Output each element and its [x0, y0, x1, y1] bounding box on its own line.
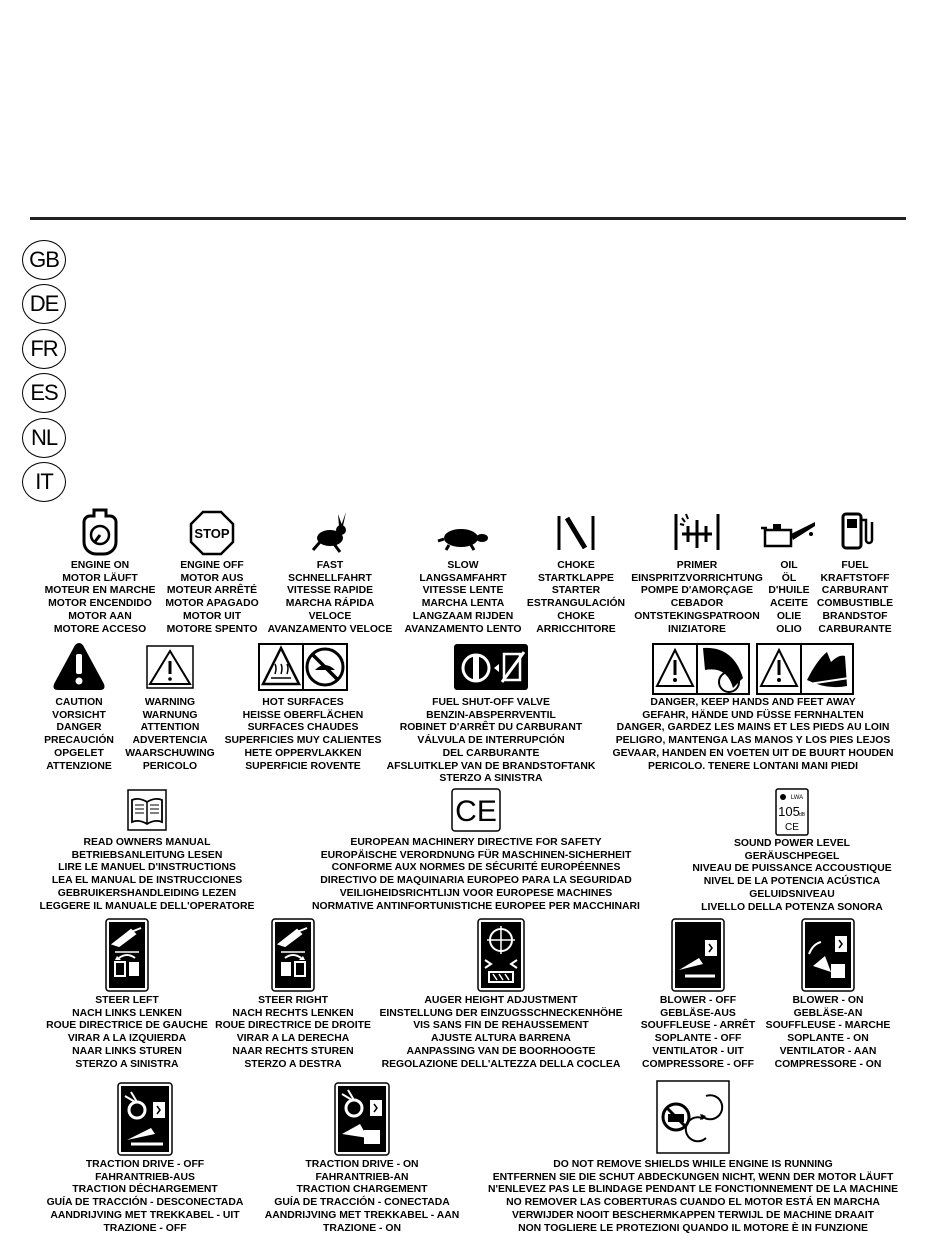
caption: ENGINE OFF MOTOR AUS MOTEUR ARRÊTÉ MOTOR APAGADO MOTOR UIT MOTORE SPENTO [165, 560, 259, 635]
caption: FUEL SHUT-OFF VALVE BENZIN-ABSPERRVENTIL ROBINET D'ARRÊT DU CARBURANT VÁLVULA DE INTERRUPCIÓN DEL CARBURANTE AFSLUITKLEP VAN DE BRANDSTOFTANK STERZO A SINISTRA [386, 697, 596, 785]
svg-text:CE: CE [455, 795, 497, 828]
lang-badge-es: ES [22, 373, 66, 413]
symbol-auger-height [374, 918, 628, 1071]
caption: DANGER, KEEP HANDS AND FEET AWAY GEFAHR, HÄNDE UND FÜSSE FERNHALTEN DANGER, GARDEZ LES MAINS ET LES PIEDS AU LOIN PELIGRO, MANTENGA LAS MANOS Y LOS PIES LEJOS GEVAAR, HANDEN EN VOETEN UIT DE BUURT HOUDEN PERICOLO. TENERE LONTANI MANI PIEDI [612, 697, 894, 772]
symbol-sound-power [686, 788, 898, 914]
auger-height-icon [477, 918, 525, 992]
lang-badge-de: DE [22, 284, 66, 324]
symbol-danger-keep-away [606, 640, 900, 773]
symbol-fast [263, 508, 397, 636]
ce-mark-icon [451, 788, 501, 832]
caption: STEER LEFT NACH LINKS LENKEN ROUE DIRECTRICE DE GAUCHE VIRAR A LA IZQUIERDA NAAR LINKS STUREN STERZO A SINISTRA [46, 995, 208, 1070]
keep-hands-feet-away-icon [651, 640, 855, 696]
symbol-caution [36, 640, 122, 773]
caption: SOUND POWER LEVEL GERÄUSCHPEGEL NIVEAU DE PUISSANCE ACCOUSTIQUE NIVEL DE LA POTENCIA ACÚSTICA GELUIDSNIVEAU LIVELLO DELLA POTENZA SONORA [692, 838, 892, 913]
caption: HOT SURFACES HEISSE OBERFLÄCHEN SURFACES CHAUDES SUPERFICIES MUY CALIENTES HETE OPPERVLAKKEN SUPERFICIE ROVENTE [224, 697, 382, 772]
caption: EUROPEAN MACHINERY DIRECTIVE FOR SAFETY EUROPÄISCHE VERORDNUNG FÜR MASCHINEN-SICHERHEIT CONFORME AUX NORMES DE SÉCURITÉ EUROPÉENNES DIRECTIVO DE MAQUINARIA EUROPEO PARA LA SEGURIDAD VEILIGHEIDSRICHTLIJN VOOR EUROPESE MACHINES NORMATIVE ANTINFORTUNISTICHE EUROPEE PER MACCHINARI [312, 837, 640, 912]
manual-book-icon [126, 788, 168, 832]
symbol-traction-on [258, 1082, 466, 1235]
symbol-do-not-remove-shields [468, 1080, 918, 1235]
lang-badge-it: IT [22, 462, 66, 502]
svg-text:STOP: STOP [194, 526, 230, 541]
steer-left-icon [105, 918, 149, 992]
symbol-blower-on [764, 918, 892, 1071]
caution-icon [51, 640, 107, 694]
caption: STEER RIGHT NACH RECHTS LENKEN ROUE DIRECTRICE DE DROITE VIRAR A LA DERECHA NAAR RECHTS STUREN STERZO A DESTRA [215, 995, 371, 1070]
shields-icon [656, 1080, 730, 1154]
stop-sign-icon [189, 508, 235, 556]
symbol-ce-directive [306, 788, 646, 913]
symbol-read-manual [38, 788, 256, 913]
caption: OIL ÖL D'HUILE ACEITE OLIE OLIO [768, 560, 810, 635]
blower-on-icon [801, 918, 855, 992]
symbol-engine-off [156, 508, 268, 636]
symbol-hot-surfaces [222, 640, 384, 773]
caption: FUEL KRAFTSTOFF CARBURANT COMBUSTIBLE BRANDSTOF CARBURANTE [816, 560, 894, 635]
traction-on-icon [334, 1082, 390, 1156]
rabbit-icon [310, 508, 350, 556]
steer-right-icon [271, 918, 315, 992]
caption: BLOWER - ON GEBLÄSE-AN SOUFFLEUSE - MARCHE SOPLANTE - ON VENTILATOR - AAN COMPRESSORE - ON [765, 995, 891, 1070]
caption: PRIMER EINSPRITZVORRICHTUNG POMPE D'AMORÇAGE CEBADOR ONTSTEKINGSPATROON INIZIATORE [631, 560, 763, 635]
svg-text:dB: dB [798, 812, 806, 818]
svg-text:LWA: LWA [790, 795, 804, 801]
symbol-warning [118, 640, 222, 773]
lang-badge-nl: NL [22, 418, 66, 458]
caption: TRACTION DRIVE - ON FAHRANTRIEB-AN TRACTION CHARGEMENT GUÍA DE TRACCIÓN - CONECTADA AANDRIJVING MET TREKKABEL - AAN TRAZIONE - ON [264, 1159, 460, 1234]
choke-icon [553, 508, 599, 556]
caption: FAST SCHNELLFAHRT VITESSE RAPIDE MARCHA RÁPIDA VELOCE AVANZAMENTO VELOCE [267, 560, 393, 635]
caption: DO NOT REMOVE SHIELDS WHILE ENGINE IS RUNNING ENTFERNEN SIE DIE SCHUT ABDECKUNGEN NICHT, WENN DER MOTOR LÄUFT N'ENLEVEZ PAS LE BLINDAGE PENDANT LE FONCTIONNEMENT DE LA MACHINE NO REMOVER LAS COBERTURAS CUANDO EL MOTOR ESTÁ EN MARCHA VERWIJDER NOOIT BESCHERMKAPPEN TERWIJL DE MACHINE DRAAIT NON TOGLIERE LE PROTEZIONI QUANDO IL MOTORE È IN FUNZIONE [487, 1159, 899, 1234]
fuel-pump-icon [835, 508, 875, 556]
lang-badge-fr: FR [22, 329, 66, 369]
symbol-fuel-valve [380, 640, 602, 786]
caption: SLOW LANGSAMFAHRT VITESSE LENTE MARCHA LENTA LANGZAAM RIJDEN AVANZAMENTO LENTO [404, 560, 522, 635]
caption: TRACTION DRIVE - OFF FAHRANTRIEB-AUS TRACTION DÉCHARGEMENT GUÍA DE TRACCIÓN - DESCONECTADA AANDRIJVING MET TREKKABEL - UIT TRAZIONE - OFF [46, 1159, 244, 1234]
fuel-valve-icon [452, 640, 530, 692]
svg-text:105: 105 [778, 804, 800, 819]
caption: BLOWER - OFF GEBLÄSE-AUS SOUFFLEUSE - ARRÊT SOPLANTE - OFF VENTILATOR - UIT COMPRESSORE - OFF [640, 995, 756, 1070]
symbol-primer [626, 508, 768, 636]
caption: READ OWNERS MANUAL BETRIEBSANLEITUNG LESEN LIRE LE MANUEL D'INSTRUCTIONS LEA EL MANUAL DE INSTRUCCIONES GEBRUIKERSHANDLEIDING LEZEN LEGGERE IL MANUALE DELL'OPERATORE [39, 837, 255, 912]
symbol-steer-right [208, 918, 378, 1071]
symbol-blower-off [634, 918, 762, 1071]
symbol-engine-on [40, 508, 160, 636]
caption: ENGINE ON MOTOR LÄUFT MOTEUR EN MARCHE MOTOR ENCENDIDO MOTOR AAN MOTORE ACCESO [44, 560, 156, 635]
symbol-choke [524, 508, 628, 636]
svg-text:CE: CE [785, 822, 799, 833]
sound-power-icon [775, 788, 809, 836]
traction-off-icon [117, 1082, 173, 1156]
oil-can-icon [759, 508, 819, 556]
symbol-oil [762, 508, 816, 636]
caption: CHOKE STARTKLAPPE STARTER ESTRANGULACIÓN CHOKE ARRICCHITORE [526, 560, 626, 635]
primer-icon [672, 508, 722, 556]
header-divider [30, 217, 906, 220]
caption: CAUTION VORSICHT DANGER PRECAUCIÓN OPGELET ATTENZIONE [44, 697, 114, 772]
symbol-slow [398, 508, 528, 636]
symbol-steer-left [42, 918, 212, 1071]
turtle-icon [433, 508, 493, 556]
symbol-fuel [812, 508, 898, 636]
caption: WARNING WARNUNG ATTENTION ADVERTENCIA WAARSCHUWING PERICOLO [125, 697, 215, 772]
hot-surface-icon [257, 640, 349, 692]
lang-badge-gb: GB [22, 240, 66, 280]
engine-on-icon [80, 508, 120, 556]
blower-off-icon [671, 918, 725, 992]
caption: AUGER HEIGHT ADJUSTMENT EINSTELLUNG DER EINZUGSSCHNECKENHÖHE VIS SANS FIN DE REHAUSSEMENT AJUSTE ALTURA BARRENA AANPASSING VAN DE BOORHOOGTE REGOLAZIONE DELL'ALTEZZA DELLA COCLEA [379, 995, 623, 1070]
warning-triangle-icon [145, 640, 195, 690]
symbol-traction-off [40, 1082, 250, 1235]
